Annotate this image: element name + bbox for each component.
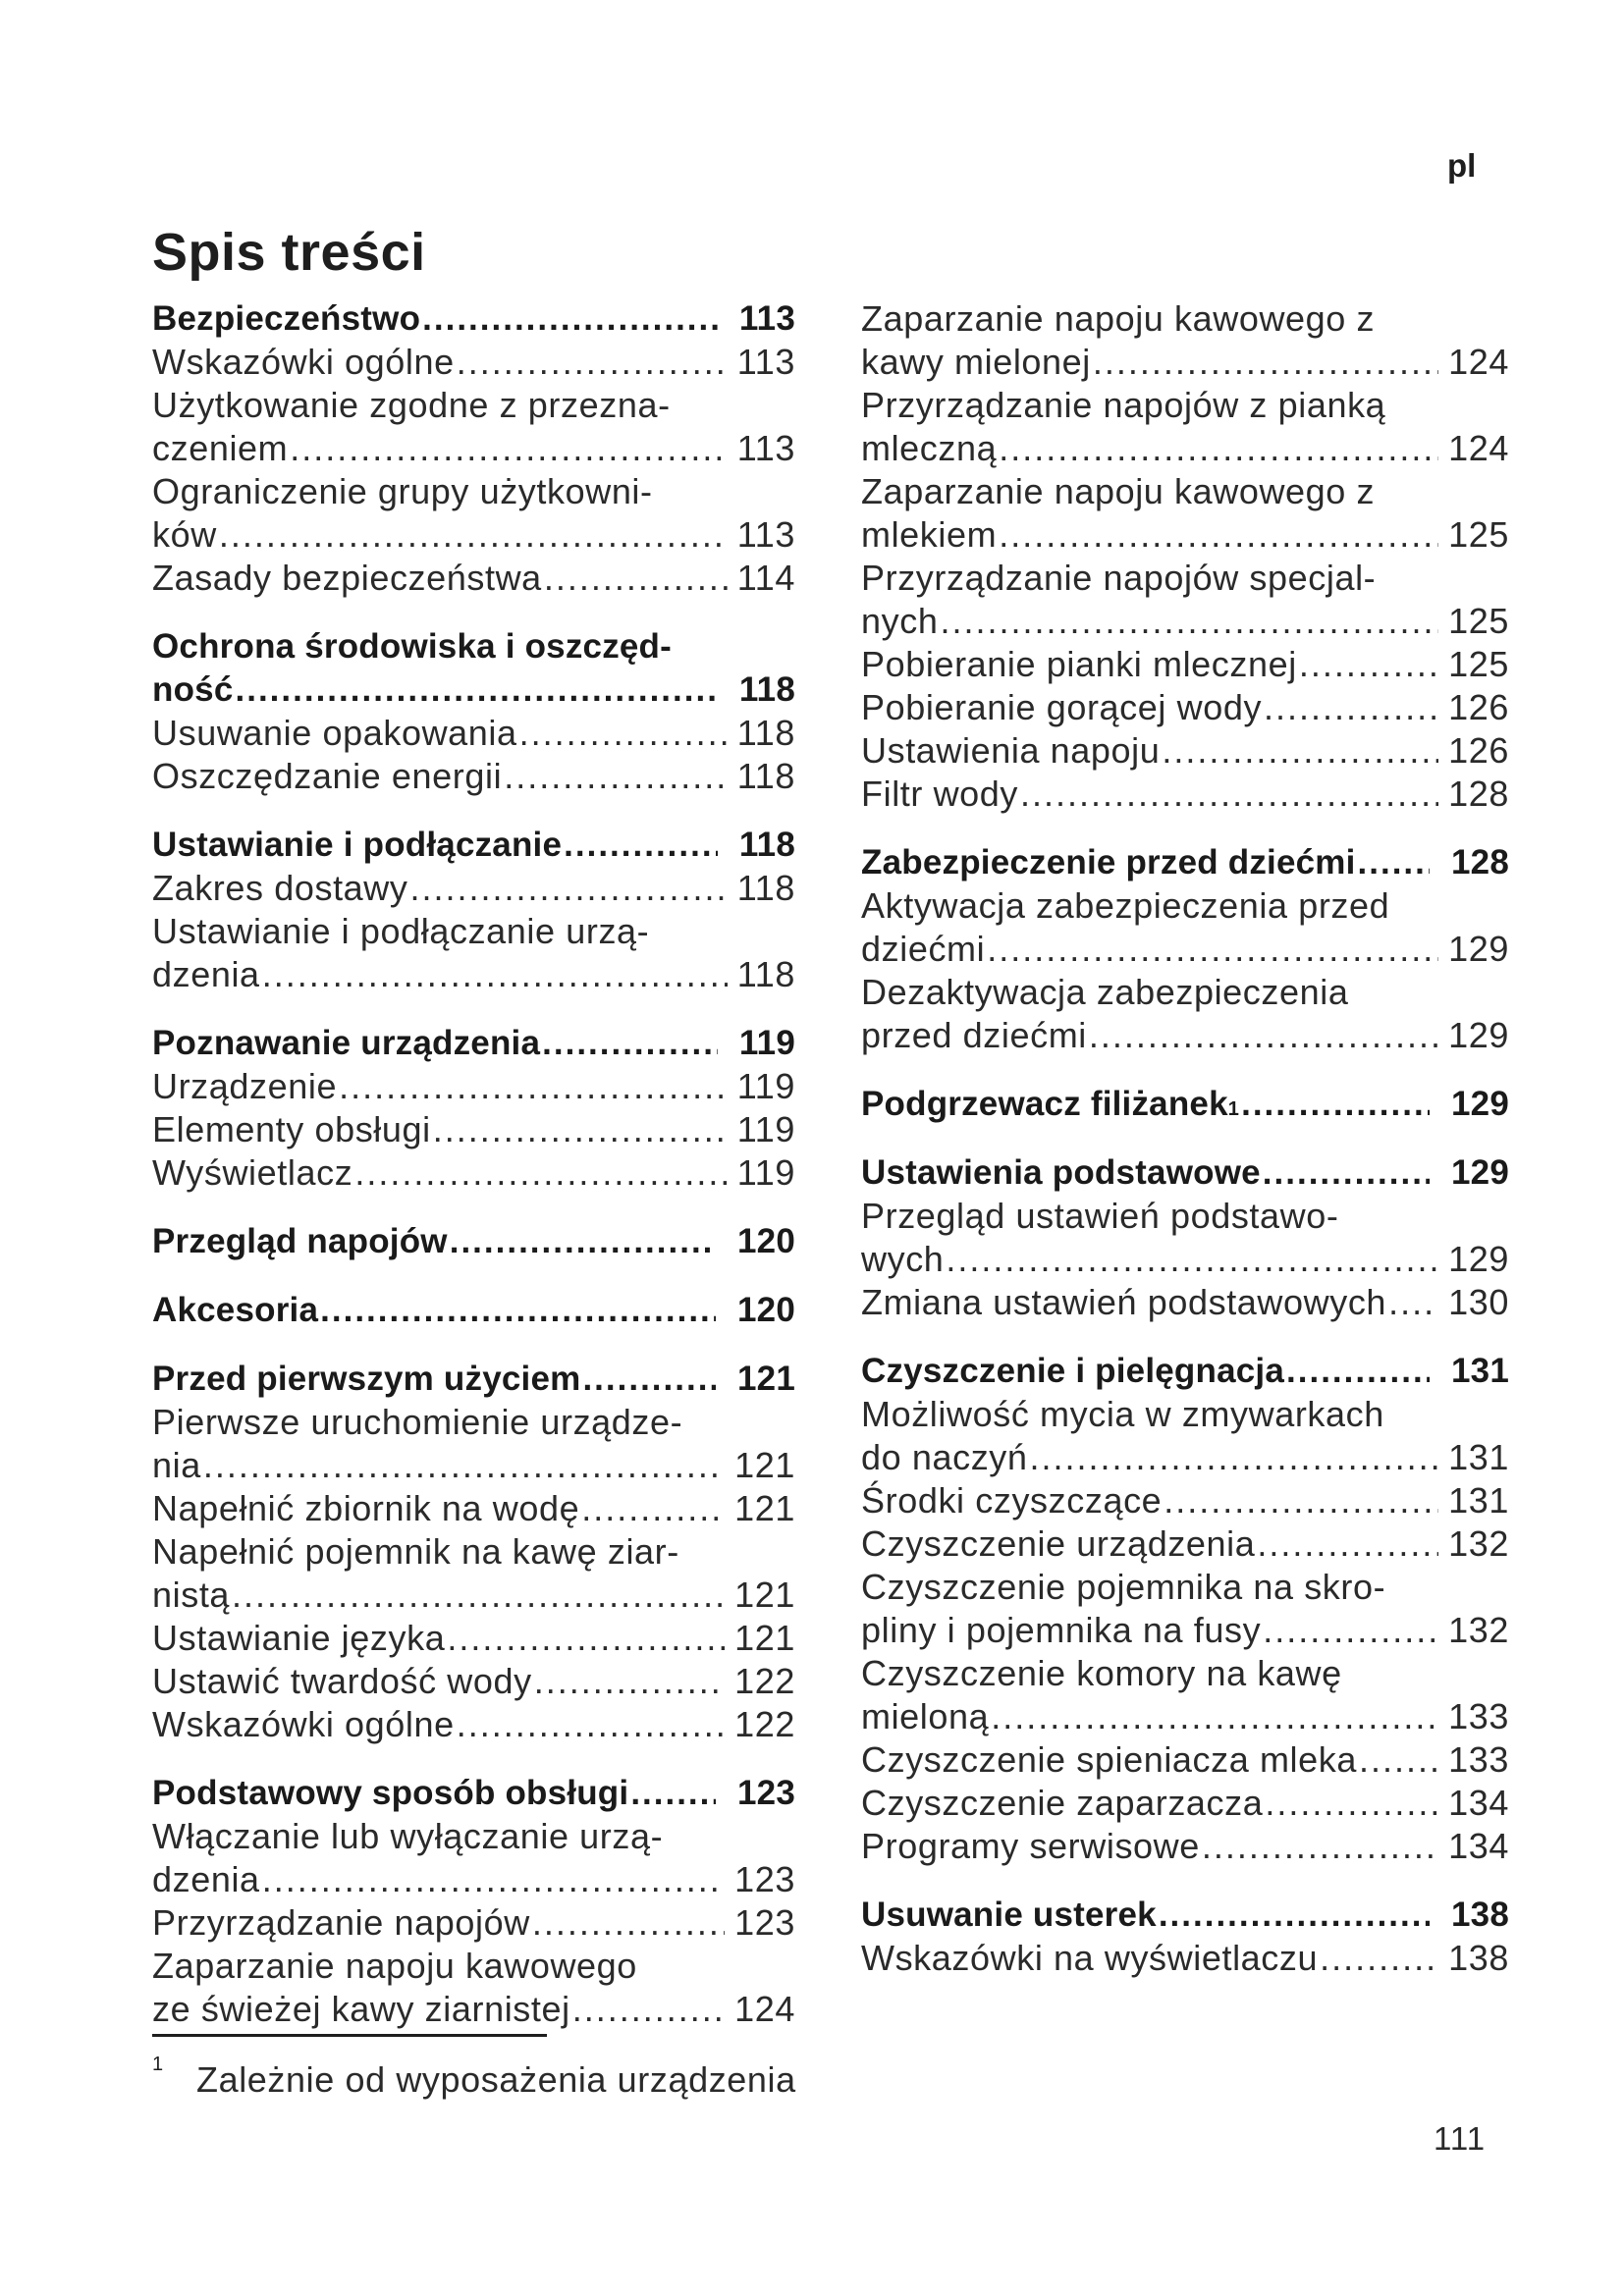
entry-line: Przyrządzanie napojów specjal- — [861, 558, 1377, 598]
entry-title: do naczyń — [861, 1437, 1028, 1477]
entry-line: Zaparzanie napoju kawowego z — [861, 298, 1376, 339]
dot-leader — [262, 953, 728, 996]
entry-title: Wskazówki na wyświetlaczu — [861, 1938, 1319, 1978]
toc-entry[interactable] — [152, 1151, 795, 1195]
toc-section-heading[interactable] — [152, 668, 795, 712]
toc-entry[interactable] — [861, 1825, 1509, 1868]
entry-title: Elementy obsługi — [152, 1109, 431, 1149]
page-number-ref: 118 — [736, 713, 795, 753]
toc-entry[interactable] — [152, 1108, 795, 1151]
toc-entry[interactable] — [152, 755, 795, 798]
entry-title: Wyświetlacz — [152, 1152, 353, 1193]
dot-leader — [999, 513, 1438, 557]
entry-line: Zaparzanie napoju kawowego — [152, 1946, 637, 1986]
page-number-ref: 121 — [737, 1360, 795, 1398]
dot-leader — [940, 600, 1438, 643]
page-title: Spis treści — [152, 223, 426, 282]
dot-leader — [630, 1772, 716, 1815]
entry-title: ków — [152, 514, 217, 555]
page-number-ref: 122 — [734, 1704, 795, 1744]
page-number-ref: 133 — [1448, 1739, 1509, 1780]
page-number-ref: 132 — [1448, 1610, 1509, 1650]
dot-leader — [354, 1151, 727, 1195]
page-number-ref: 122 — [734, 1661, 795, 1701]
dot-leader — [232, 1574, 725, 1617]
entry-title: Programy serwisowe — [861, 1826, 1200, 1866]
toc-entry[interactable] — [152, 1574, 795, 1617]
toc-entry[interactable] — [861, 686, 1509, 729]
toc-section — [152, 297, 795, 600]
entry-title: Wskazówki ogólne — [152, 1704, 455, 1744]
entry-line: Użytkowanie zgodne z przezna- — [152, 385, 671, 425]
dot-leader — [290, 427, 728, 470]
dot-leader — [1159, 1894, 1430, 1937]
toc-section-heading[interactable] — [152, 1022, 795, 1065]
toc-section-heading[interactable] — [152, 1220, 795, 1263]
toc-section-heading[interactable] — [861, 1894, 1509, 1937]
entry-title: Filtr wody — [861, 774, 1019, 814]
heading-title: Usuwanie usterek — [861, 1896, 1157, 1934]
entry-line: Czyszczenie komory na kawę — [861, 1653, 1342, 1693]
dot-leader — [582, 1358, 716, 1401]
dot-leader — [1388, 1281, 1438, 1324]
dot-leader — [542, 1022, 718, 1065]
toc-entry[interactable] — [861, 1522, 1509, 1566]
page-number-ref: 129 — [1448, 1015, 1509, 1055]
page-number-ref: 119 — [736, 1066, 795, 1106]
entry-line: Czyszczenie pojemnika na skro- — [861, 1567, 1386, 1607]
page-number-ref: 131 — [1451, 1352, 1509, 1390]
dot-leader — [1202, 1825, 1438, 1868]
toc-entry[interactable] — [861, 1609, 1509, 1652]
entry-title: kawy mielonej — [861, 342, 1091, 382]
entry-title: Ustawianie języka — [152, 1618, 446, 1658]
page-number-ref: 123 — [734, 1902, 795, 1943]
toc-entry[interactable] — [861, 1281, 1509, 1324]
page-number-ref: 114 — [736, 558, 795, 598]
toc-section — [152, 625, 795, 798]
dot-leader — [1286, 1350, 1430, 1393]
entry-title: Zmiana ustawień podstawowych — [861, 1282, 1387, 1322]
page-number-ref: 126 — [1448, 687, 1509, 727]
toc-entry[interactable] — [861, 1738, 1509, 1782]
dot-leader — [203, 1444, 725, 1487]
entry-title: Zakres dostawy — [152, 868, 408, 908]
entry-title: przed dziećmi — [861, 1015, 1087, 1055]
entry-line: Włączanie lub wyłączanie urzą- — [152, 1816, 664, 1856]
page-number-ref: 129 — [1448, 1239, 1509, 1279]
dot-leader — [450, 1220, 716, 1263]
dot-leader — [410, 867, 728, 910]
page-number-ref: 113 — [736, 342, 795, 382]
page-number-ref: 124 — [734, 1989, 795, 2029]
page-number-ref: 119 — [736, 1152, 795, 1193]
heading-title: Bezpieczeństwo — [152, 299, 421, 338]
entry-title: Wskazówki ogólne — [152, 342, 455, 382]
dot-leader — [1264, 686, 1438, 729]
page-number-ref: 113 — [736, 428, 795, 468]
entry-title: Przyrządzanie napojów — [152, 1902, 530, 1943]
language-code: pl — [1447, 147, 1477, 184]
page-number-ref: 118 — [738, 670, 795, 709]
toc-entry[interactable] — [861, 1479, 1509, 1522]
heading-title: Przed pierwszym użyciem — [152, 1360, 581, 1398]
toc-entry[interactable] — [152, 953, 795, 996]
toc-entry[interactable] — [861, 513, 1509, 557]
page-number-ref: 118 — [738, 826, 795, 864]
dot-leader — [1162, 729, 1438, 773]
dot-leader — [1359, 1738, 1438, 1782]
toc-section-heading[interactable] — [152, 1772, 795, 1815]
page-number-ref: 134 — [1448, 1826, 1509, 1866]
page-number-ref: 121 — [734, 1488, 795, 1528]
entry-line: Przegląd ustawień podstawo- — [861, 1196, 1339, 1236]
toc-section — [861, 1350, 1509, 1868]
page-number-ref: 118 — [736, 868, 795, 908]
toc-entry[interactable] — [152, 1444, 795, 1487]
page-number-ref: 131 — [1448, 1480, 1509, 1521]
toc-section-heading[interactable]: Podgrzewacz filiżanek 1 ..... 129 — [861, 1083, 1509, 1126]
toc-section — [152, 1358, 795, 1746]
entry-title: Czyszczenie urządzenia — [861, 1523, 1256, 1564]
page-number-ref: 118 — [736, 954, 795, 994]
entry-title: Zasady bezpieczeństwa — [152, 558, 542, 598]
dot-leader — [504, 755, 728, 798]
dot-leader — [544, 557, 728, 600]
page-number-ref: 129 — [1448, 929, 1509, 969]
entry-title: mleczną — [861, 428, 998, 468]
heading-title: Ustawianie i podłączanie — [152, 826, 563, 864]
toc-entry[interactable] — [152, 1858, 795, 1901]
entry-title: czeniem — [152, 428, 289, 468]
page-number-ref: 123 — [734, 1859, 795, 1899]
dot-leader — [422, 297, 718, 341]
toc-section — [861, 1083, 1509, 1126]
dot-leader — [1241, 1083, 1430, 1126]
entry-line: Możliwość mycia w zmywarkach — [861, 1394, 1384, 1434]
dot-leader — [1030, 1436, 1439, 1479]
dot-leader — [1299, 643, 1438, 686]
toc-left-column — [152, 297, 795, 2056]
toc-entry[interactable] — [861, 1782, 1509, 1825]
page-number-ref: 118 — [736, 756, 795, 796]
toc-entry[interactable] — [152, 341, 795, 384]
entry-title: Usuwanie opakowania — [152, 713, 517, 753]
toc-entry[interactable] — [861, 600, 1509, 643]
toc-entry[interactable] — [152, 1617, 795, 1660]
toc-entry[interactable] — [152, 1901, 795, 1945]
page-number-ref: 125 — [1448, 514, 1509, 555]
dot-leader — [1265, 1782, 1438, 1825]
toc-entry[interactable] — [152, 867, 795, 910]
toc-section — [861, 1894, 1509, 1980]
entry-line: Ustawianie i podłączanie urzą- — [152, 911, 650, 951]
heading-title: Poznawanie urządzenia — [152, 1024, 541, 1062]
dot-leader — [262, 1858, 725, 1901]
toc-section — [152, 1289, 795, 1332]
entry-line: Pierwsze uruchomienie urządze- — [152, 1402, 683, 1442]
dot-leader — [999, 427, 1438, 470]
entry-title: dzenia — [152, 1859, 260, 1899]
entry-title: mlekiem — [861, 514, 998, 555]
toc-section — [152, 824, 795, 996]
page-number-ref: 119 — [738, 1024, 795, 1062]
toc-entry[interactable] — [861, 729, 1509, 773]
dot-leader — [987, 928, 1438, 971]
footnote-mark: 1 — [152, 2054, 164, 2075]
dot-leader — [433, 1108, 728, 1151]
heading-title: ność — [152, 670, 234, 709]
entry-title: dziećmi — [861, 929, 986, 969]
toc-section-heading[interactable] — [152, 1358, 795, 1401]
page-number-ref: 120 — [737, 1222, 795, 1260]
toc-section — [861, 841, 1509, 1057]
toc-entry[interactable] — [152, 1988, 795, 2031]
entry-line: Ograniczenie grupy użytkowni- — [152, 471, 653, 511]
toc-section-heading[interactable] — [152, 1289, 795, 1332]
toc-entry[interactable] — [861, 773, 1509, 816]
toc-section — [861, 297, 1509, 816]
entry-title: ze świeżej kawy ziarnistej — [152, 1989, 570, 2029]
entry-title: Pobieranie pianki mlecznej — [861, 644, 1297, 684]
toc-entry[interactable] — [861, 1695, 1509, 1738]
entry-title: Czyszczenie spieniacza mleka — [861, 1739, 1357, 1780]
entry-title: Ustawienia napoju — [861, 730, 1161, 771]
page-number-ref: 113 — [736, 514, 795, 555]
entry-title: Środki czyszczące — [861, 1480, 1163, 1521]
footnote-text: Zależnie od wyposażenia urządzenia — [196, 2059, 796, 2100]
dot-leader — [1093, 341, 1438, 384]
dot-leader — [1089, 1014, 1438, 1057]
entry-line: Aktywacja zabezpieczenia przed — [861, 885, 1390, 926]
entry-line: Przyrządzanie napojów z pianką — [861, 385, 1386, 425]
toc-entry[interactable] — [861, 1937, 1509, 1980]
heading-title: Akcesoria — [152, 1291, 319, 1329]
toc-entry[interactable] — [152, 557, 795, 600]
page-number-ref: 120 — [737, 1291, 795, 1329]
dot-leader — [1164, 1479, 1438, 1522]
dot-leader — [1263, 1609, 1438, 1652]
heading-title: Podstawowy sposób obsługi — [152, 1774, 629, 1812]
toc-entry[interactable] — [152, 1487, 795, 1530]
dot-leader — [447, 1617, 725, 1660]
entry-title: mieloną — [861, 1696, 990, 1736]
page-number-ref: 132 — [1448, 1523, 1509, 1564]
entry-title: nia — [152, 1445, 201, 1485]
page-number-ref: 125 — [1448, 601, 1509, 641]
page-number-ref: 130 — [1448, 1282, 1509, 1322]
toc-entry[interactable] — [861, 341, 1509, 384]
heading-title: Podgrzewacz filiżanek — [861, 1085, 1228, 1123]
page-number-ref: 133 — [1448, 1696, 1509, 1736]
page-number-ref: 128 — [1448, 774, 1509, 814]
toc-entry[interactable] — [861, 1238, 1509, 1281]
toc-section — [152, 1220, 795, 1263]
toc-entry[interactable] — [861, 643, 1509, 686]
page-number-ref: 126 — [1448, 730, 1509, 771]
toc-section — [861, 1151, 1509, 1324]
page-number-ref: 129 — [1451, 1153, 1509, 1192]
page-number-ref: 131 — [1448, 1437, 1509, 1477]
dot-leader — [534, 1660, 725, 1703]
page-number-ref: 138 — [1451, 1896, 1509, 1934]
entry-title: Oszczędzanie energii — [152, 756, 503, 796]
page-number-ref: 138 — [1448, 1938, 1509, 1978]
entry-title: pliny i pojemnika na fusy — [861, 1610, 1262, 1650]
dot-leader — [457, 341, 728, 384]
dot-leader — [532, 1901, 725, 1945]
page-number-ref: 124 — [1448, 342, 1509, 382]
toc-section — [152, 1022, 795, 1195]
entry-title: Pobieranie gorącej wody — [861, 687, 1263, 727]
toc-entry[interactable] — [861, 928, 1509, 971]
footnote-divider — [152, 2034, 547, 2037]
entry-title: Czyszczenie zaparzacza — [861, 1783, 1264, 1823]
toc-entry[interactable] — [861, 1014, 1509, 1057]
entry-line: Napełnić pojemnik na kawę ziar- — [152, 1531, 679, 1572]
page-number-ref: 121 — [734, 1575, 795, 1615]
dot-leader — [219, 513, 728, 557]
page-number: 111 — [1434, 2120, 1487, 2157]
page-number-ref: 128 — [1451, 843, 1509, 881]
toc-entry[interactable] — [152, 1660, 795, 1703]
entry-title: Napełnić zbiornik na wodę — [152, 1488, 580, 1528]
dot-leader — [1257, 1522, 1438, 1566]
dot-leader — [946, 1238, 1438, 1281]
toc-section-heading[interactable] — [152, 824, 795, 867]
heading-title: Zabezpieczenie przed dziećmi — [861, 843, 1356, 881]
dot-leader — [1020, 773, 1438, 816]
dot-leader — [519, 712, 728, 755]
dot-leader — [339, 1065, 728, 1108]
toc-entry[interactable] — [861, 427, 1509, 470]
dot-leader — [320, 1289, 716, 1332]
dot-leader — [1320, 1937, 1438, 1980]
dot-leader — [457, 1703, 725, 1746]
toc-entry[interactable] — [152, 1703, 795, 1746]
page-number-ref: 113 — [738, 299, 795, 338]
toc-entry[interactable] — [152, 427, 795, 470]
entry-title: nych — [861, 601, 939, 641]
heading-line: Ochrona środowiska i oszczęd- — [152, 627, 672, 666]
dot-leader — [236, 668, 718, 712]
toc-section-heading[interactable] — [152, 297, 795, 341]
dot-leader — [564, 824, 718, 867]
page-number-ref: 129 — [1451, 1085, 1509, 1123]
page-number-ref: 119 — [736, 1109, 795, 1149]
dot-leader — [1358, 841, 1430, 884]
entry-title: wych — [861, 1239, 945, 1279]
heading-title: Ustawienia podstawowe — [861, 1153, 1261, 1192]
toc-entry[interactable] — [152, 712, 795, 755]
toc-entry[interactable] — [861, 1436, 1509, 1479]
toc-section-heading[interactable] — [861, 841, 1509, 884]
dot-leader — [572, 1988, 725, 2031]
page-number-ref: 125 — [1448, 644, 1509, 684]
page-number-ref: 121 — [734, 1445, 795, 1485]
dot-leader — [581, 1487, 725, 1530]
toc-section — [152, 1772, 795, 2031]
page-number-ref: 124 — [1448, 428, 1509, 468]
page-number-ref: 134 — [1448, 1783, 1509, 1823]
entry-title: nistą — [152, 1575, 231, 1615]
page-number-ref: 123 — [737, 1774, 795, 1812]
heading-title: Przegląd napojów — [152, 1222, 448, 1260]
toc-section-heading[interactable] — [861, 1350, 1509, 1393]
page-number-ref: 121 — [734, 1618, 795, 1658]
toc-section-heading[interactable] — [861, 1151, 1509, 1195]
dot-leader — [991, 1695, 1438, 1738]
dot-leader — [1263, 1151, 1430, 1195]
entry-title: dzenia — [152, 954, 260, 994]
heading-title: Czyszczenie i pielęgnacja — [861, 1352, 1285, 1390]
entry-line: Zaparzanie napoju kawowego z — [861, 471, 1376, 511]
toc-entry[interactable] — [152, 1065, 795, 1108]
toc-entry[interactable] — [152, 513, 795, 557]
toc-right-column — [861, 297, 1509, 2005]
entry-title: Ustawić twardość wody — [152, 1661, 532, 1701]
entry-title: Urządzenie — [152, 1066, 338, 1106]
entry-line: Dezaktywacja zabezpieczenia — [861, 972, 1349, 1012]
